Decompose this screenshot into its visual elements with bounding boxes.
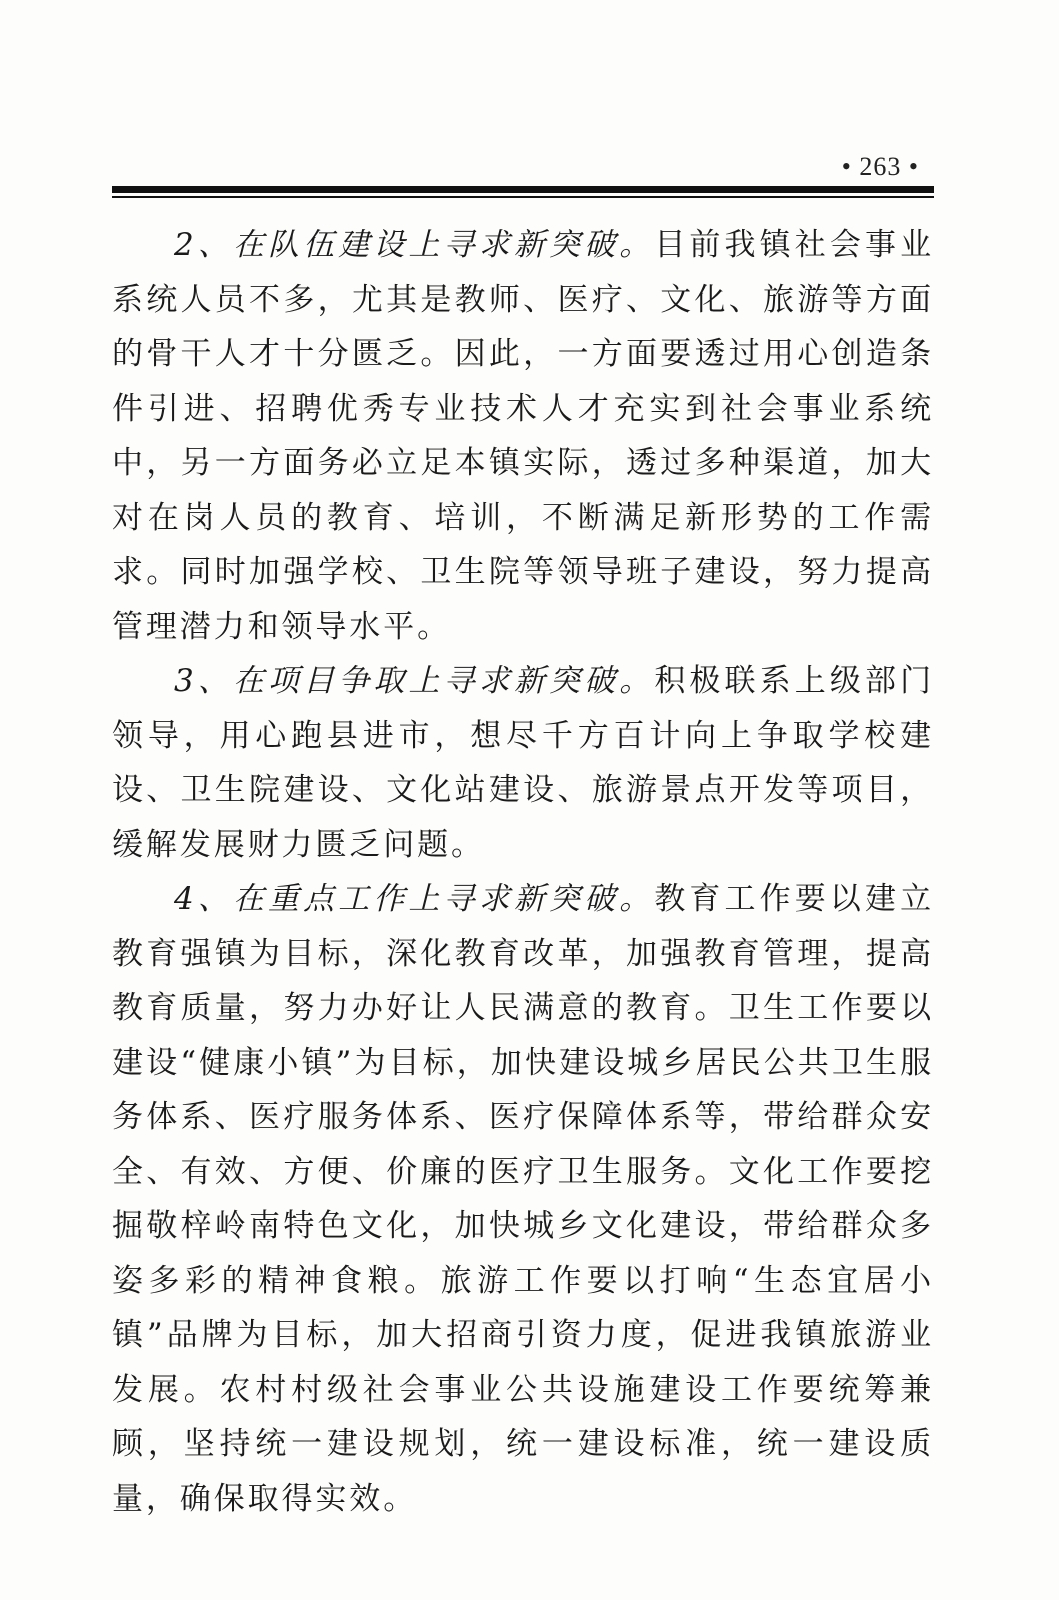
paragraph-body: 目前我镇社会事业系统人员不多，尤其是教师、医疗、文化、旅游等方面的骨干人才十分匮乏。因此，一方面要透过用心创造条件引进、招聘优秀专业技术人才充实到社会事业系统中，另一方面务必立足本镇实际，透过多种渠道，加大对在岗人员的教育、培训，不断满足新形势的工作需求。同时加强学校、卫生院等领导班子建设，努力提高管理潜力和领导水平。 — [112, 227, 935, 645]
paragraph-heading: 2、在队伍建设上寻求新突破。 — [174, 227, 655, 263]
paragraph-team-building — [112, 218, 934, 654]
body-text — [112, 218, 934, 1526]
paragraph-body: 教育工作要以建立教育强镇为目标，深化教育改革，加强教育管理，提高教育质量，努力办好让人民满意的教育。卫生工作要以建设“健康小镇”为目标，加快建设城乡居民公共卫生服务体系、医疗服务体系、医疗保障体系等，带给群众安全、有效、方便、价廉的医疗卫生服务。文化工作要挖掘敬梓岭南特色文化，加快城乡文化建设，带给群众多姿多彩的精神食粮。旅游工作要以打响“生态宜居小镇”品牌为目标，加大招商引资力度，促进我镇旅游业发展。农村村级社会事业公共设施建设工作要统筹兼顾，坚持统一建设规划，统一建设标准，统一建设质量，确保取得实效。 — [112, 881, 935, 1517]
paragraph-body: 积极联系上级部门领导，用心跑县进市，想尽千方百计向上争取学校建设、卫生院建设、文化站建设、旅游景点开发等项目，缓解发展财力匮乏问题。 — [112, 663, 935, 863]
page-number: • 263 • — [841, 152, 919, 181]
header-rule-thick — [112, 186, 934, 193]
paragraph-project-acquisition — [112, 654, 934, 872]
paragraph-heading: 4、在重点工作上寻求新突破。 — [174, 881, 655, 917]
paragraph-heading: 3、在项目争取上寻求新突破。 — [174, 663, 655, 699]
header-rule-thin — [112, 196, 934, 198]
paragraph-key-work — [112, 872, 934, 1526]
